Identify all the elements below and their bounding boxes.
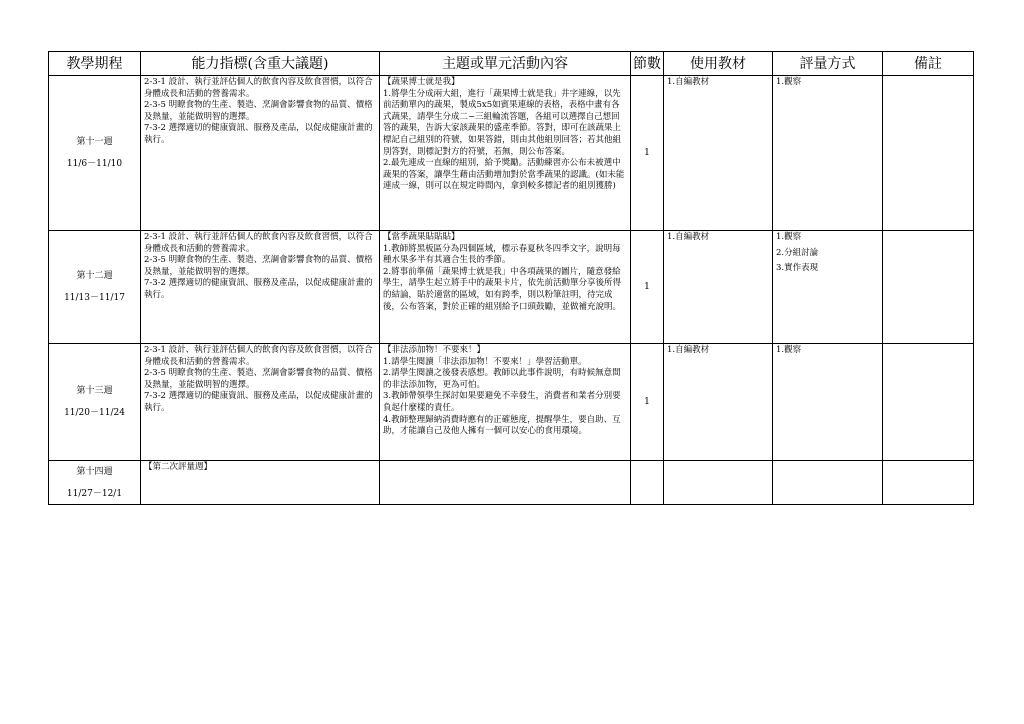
assessment-cell xyxy=(773,461,883,505)
week-label: 第十三週 xyxy=(76,386,113,396)
ability-item: 2-3-5 明瞭食物的生產、製造、烹調會影響食物的品質、價格及熱量，並能做明智的選擇。 xyxy=(144,100,373,122)
assessment-week-note: 【第二次評量週】 xyxy=(144,462,213,472)
assessment-cell xyxy=(773,231,883,344)
materials-cell xyxy=(664,76,773,231)
table-row xyxy=(49,344,974,461)
header-ability: 能力指標(含重大議題) xyxy=(141,52,380,76)
table-row xyxy=(49,461,974,505)
content-title: 【當季蔬果貼貼貼】 xyxy=(383,232,460,242)
content-cell xyxy=(380,344,631,461)
ability-item: 7-3-2 選擇適切的健康資訊、服務及產品，以促成健康計畫的執行。 xyxy=(144,278,373,300)
ability-item: 2-3-1 設計、執行並評估個人的飲食內容及飲食習慣，以符合身體成長和活動的營養需求。 xyxy=(144,232,373,254)
ability-item: 2-3-1 設計、執行並評估個人的飲食內容及飲食習慣，以符合身體成長和活動的營養需求。 xyxy=(144,77,373,99)
header-materials: 使用教材 xyxy=(664,52,773,76)
week-cell xyxy=(49,461,141,505)
sessions-cell: 1 xyxy=(631,344,664,461)
ability-cell xyxy=(141,344,380,461)
header-sessions: 節數 xyxy=(631,52,664,76)
content-title: 【蔬果博士就是我】 xyxy=(383,77,460,87)
assessment-cell xyxy=(773,76,883,231)
assessment-item: 1.觀察 xyxy=(776,232,802,242)
header-period: 教學期程 xyxy=(49,52,141,76)
header-theme: 主題或單元活動內容 xyxy=(380,52,631,76)
content-cell xyxy=(380,76,631,231)
material-item: 1.自編教材 xyxy=(667,345,710,355)
ability-item: 2-3-1 設計、執行並評估個人的飲食內容及飲食習慣，以符合身體成長和活動的營養需求。 xyxy=(144,345,373,367)
content-item: 2.將事前準備「蔬果博士就是我」中各項蔬果的圖片，隨意發給學生，請學生起立將手中的蔬果卡片，依先前活動單分享後所得的結論，貼於適當的區域，如有跨季，則以粉筆註明，待完成後，公布答案，對於正確的組別給予口頭鼓勵，並做補充說明。 xyxy=(383,266,622,312)
ability-cell xyxy=(141,461,380,505)
content-title: 【非法添加物！不要來！】 xyxy=(383,345,486,355)
assessment-item: 2.分組討論 xyxy=(776,247,819,258)
notes-cell xyxy=(883,76,974,231)
notes-cell xyxy=(883,344,974,461)
week-cell xyxy=(49,76,141,231)
content-item: 2.最先連成一直線的組別，給予獎勵。活動練習亦公布未被選中蔬果的答案，讓學生藉由活動增加對於當季蔬果的認識。(如未能連成一線，則可以在規定時間內，拿到較多標記者的組別獲勝) xyxy=(383,158,625,192)
week-cell xyxy=(49,344,141,461)
materials-cell xyxy=(664,461,773,505)
sessions-cell xyxy=(631,461,664,505)
ability-item: 2-3-5 明瞭食物的生產、製造、烹調會影響食物的品質、價格及熱量，並能做明智的選擇。 xyxy=(144,255,373,277)
header-assessment: 評量方式 xyxy=(773,52,883,76)
content-item: 4.教師整理歸納消費時應有的正確態度，提醒學生，要自助、互助，才能讓自己及他人擁有一個可以安心的食用環境。 xyxy=(383,414,621,437)
ability-item: 2-3-5 明瞭食物的生產、製造、烹調會影響食物的品質、價格及熱量，並能做明智的選擇。 xyxy=(144,368,373,390)
header-row xyxy=(49,52,974,76)
ability-item: 7-3-2 選擇適切的健康資訊、服務及產品，以促成健康計畫的執行。 xyxy=(144,123,373,145)
assessment-item: 1.觀察 xyxy=(776,345,802,355)
ability-cell xyxy=(141,231,380,344)
materials-cell xyxy=(664,344,773,461)
table-row xyxy=(49,231,974,344)
week-dates: 11/6－11/10 xyxy=(66,159,123,169)
content-item: 1.將學生分成兩大組，進行「蔬果博士就是我」井字連線，以先前活動單內的蔬果，製成5x5如賓果連線的表格，表格中畫有各式蔬果，請學生分成二~三組輪流答題，各組可以選擇自己想回答的蔬果，告訴大家該蔬果的盛產季節。答對，即可在該蔬果上標記自己組別的符號，如果答錯，則由其他組別回答；若其他組別答對，則標記對方的符號，若無，則公布答案。 xyxy=(383,88,622,157)
assessment-item: 3.實作表現 xyxy=(776,263,819,274)
week-label: 第十四週 xyxy=(76,466,113,477)
ability-cell xyxy=(141,76,380,231)
content-cell xyxy=(380,461,631,505)
content-item: 3.教師帶領學生探討如果要避免不幸發生，消費者和業者分別要負起什麼樣的責任。 xyxy=(383,391,621,413)
sessions-cell: 1 xyxy=(631,231,664,344)
table-row xyxy=(49,76,974,231)
week-label: 第十一週 xyxy=(76,137,113,147)
week-dates: 11/13－11/17 xyxy=(64,293,125,303)
week-dates: 11/20－11/24 xyxy=(64,408,125,418)
assessment-cell xyxy=(773,344,883,461)
sessions-cell: 1 xyxy=(631,76,664,231)
content-item: 1.請學生閱讀「非法添加物！不要來！」學習活動單。 xyxy=(383,356,587,367)
material-item: 1.自編教材 xyxy=(667,232,710,242)
materials-cell xyxy=(664,231,773,344)
notes-cell xyxy=(883,231,974,344)
content-item: 1.教師將黑板區分為四個區域，標示春夏秋冬四季文字，說明每種水果多半有其適合生長的季節。 xyxy=(383,243,621,266)
content-item: 2.請學生閱讀之後發表感想。教師以此事件說明，有時候無意間的非法添加物，更為可怕。 xyxy=(383,368,621,390)
ability-item: 7-3-2 選擇適切的健康資訊、服務及產品，以促成健康計畫的執行。 xyxy=(144,391,373,413)
header-notes: 備註 xyxy=(883,52,974,76)
week-label: 第十二週 xyxy=(76,271,113,281)
material-item: 1.自編教材 xyxy=(667,77,710,87)
lesson-plan-table xyxy=(48,51,974,505)
week-cell xyxy=(49,231,141,344)
content-cell xyxy=(380,231,631,344)
notes-cell xyxy=(883,461,974,505)
week-dates: 11/27－12/1 xyxy=(66,488,123,499)
assessment-item: 1.觀察 xyxy=(776,77,802,87)
